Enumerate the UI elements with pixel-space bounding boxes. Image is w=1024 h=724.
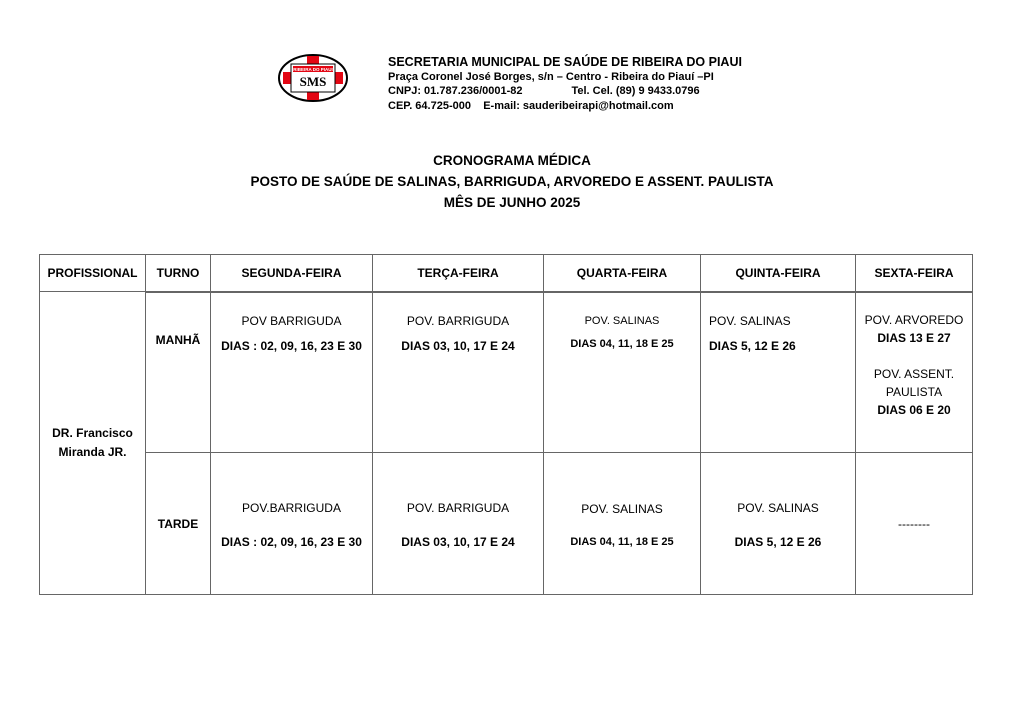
manha-sexta (856, 293, 973, 453)
tarde-segunda (211, 453, 373, 595)
tarde-quarta (544, 453, 701, 595)
title-postos: POSTO DE SAÚDE DE SALINAS, BARRIGUDA, ARVOREDO E ASSENT. PAULISTA (250, 174, 774, 189)
days-assent: DIAS 06 E 20 (877, 403, 951, 417)
col-terca: TERÇA-FEIRA (373, 255, 544, 292)
place: POV. BARRIGUDA (406, 500, 510, 515)
days: DIAS 03, 10, 17 E 24 (401, 534, 515, 549)
days: DIAS 5, 12 E 26 (709, 339, 796, 353)
place: POV BARRIGUDA (241, 314, 342, 328)
title-mes: MÊS DE JUNHO 2025 (443, 195, 581, 210)
days: DIAS 04, 11, 18 E 25 (570, 338, 674, 350)
place: POV. BARRIGUDA (406, 314, 510, 328)
professional-name-1: DR. Francisco (52, 426, 133, 440)
place: POV. SALINAS (737, 500, 819, 515)
manha-terca (373, 293, 544, 453)
schedule-table (39, 254, 973, 595)
place: POV. SALINAS (581, 501, 663, 516)
manha-segunda (211, 293, 373, 453)
col-quinta: QUINTA-FEIRA (701, 255, 856, 292)
row-tarde (40, 453, 973, 595)
col-segunda: SEGUNDA-FEIRA (211, 255, 373, 292)
col-profissional: PROFISSIONAL (40, 255, 146, 292)
place-paulista: PAULISTA (885, 385, 943, 399)
days: DIAS 03, 10, 17 E 24 (401, 339, 515, 353)
place-arvoredo: POV. ARVOREDO (864, 313, 964, 327)
col-quarta: QUARTA-FEIRA (544, 255, 701, 292)
professional-cell (40, 292, 146, 595)
row-manha (40, 293, 973, 453)
letterhead (388, 55, 742, 113)
days-arvoredo: DIAS 13 E 27 (877, 331, 951, 345)
col-sexta: SEXTA-FEIRA (856, 255, 973, 292)
cnpj-phone-line: CNPJ: 01.787.236/0001-82 Tel. Cel. (89) 9 9433.0796 (388, 85, 700, 97)
place: POV. SALINAS (584, 315, 660, 327)
turno-tarde: TARDE (146, 453, 211, 595)
cep-email-line: CEP. 64.725-000 E-mail: sauderibeirapi@hotmail.com (388, 99, 674, 112)
place-assent: POV. ASSENT. (873, 367, 955, 381)
tarde-quinta (701, 453, 856, 595)
days: DIAS 5, 12 E 26 (734, 534, 822, 549)
header-row (40, 255, 973, 292)
title-cronograma: CRONOGRAMA MÉDICA (433, 153, 591, 168)
logo-top-text: RIBEIRA DO PIAUI (293, 67, 333, 72)
secretaria-title: SECRETARIA MUNICIPAL DE SAÚDE DE RIBEIRA DO PIAUI (388, 55, 742, 69)
turno-manha: MANHÃ (146, 293, 211, 453)
days: DIAS : 02, 09, 16, 23 E 30 (221, 339, 362, 353)
professional-name-2: Miranda JR. (58, 445, 127, 459)
col-turno: TURNO (146, 255, 211, 292)
place: POV. SALINAS (709, 314, 791, 328)
tarde-terca (373, 453, 544, 595)
document-titles (0, 150, 1024, 213)
address-line: Praça Coronel José Borges, s/n – Centro - Ribeira do Piauí –PI (388, 70, 714, 83)
manha-quarta (544, 293, 701, 453)
sms-logo (277, 53, 349, 103)
days: DIAS : 02, 09, 16, 23 E 30 (221, 534, 362, 549)
place: POV.BARRIGUDA (242, 500, 341, 515)
days: DIAS 04, 11, 18 E 25 (570, 535, 674, 548)
manha-quinta (701, 293, 856, 453)
logo-sms-text: SMS (299, 74, 327, 89)
tarde-sexta: -------- (856, 453, 973, 595)
